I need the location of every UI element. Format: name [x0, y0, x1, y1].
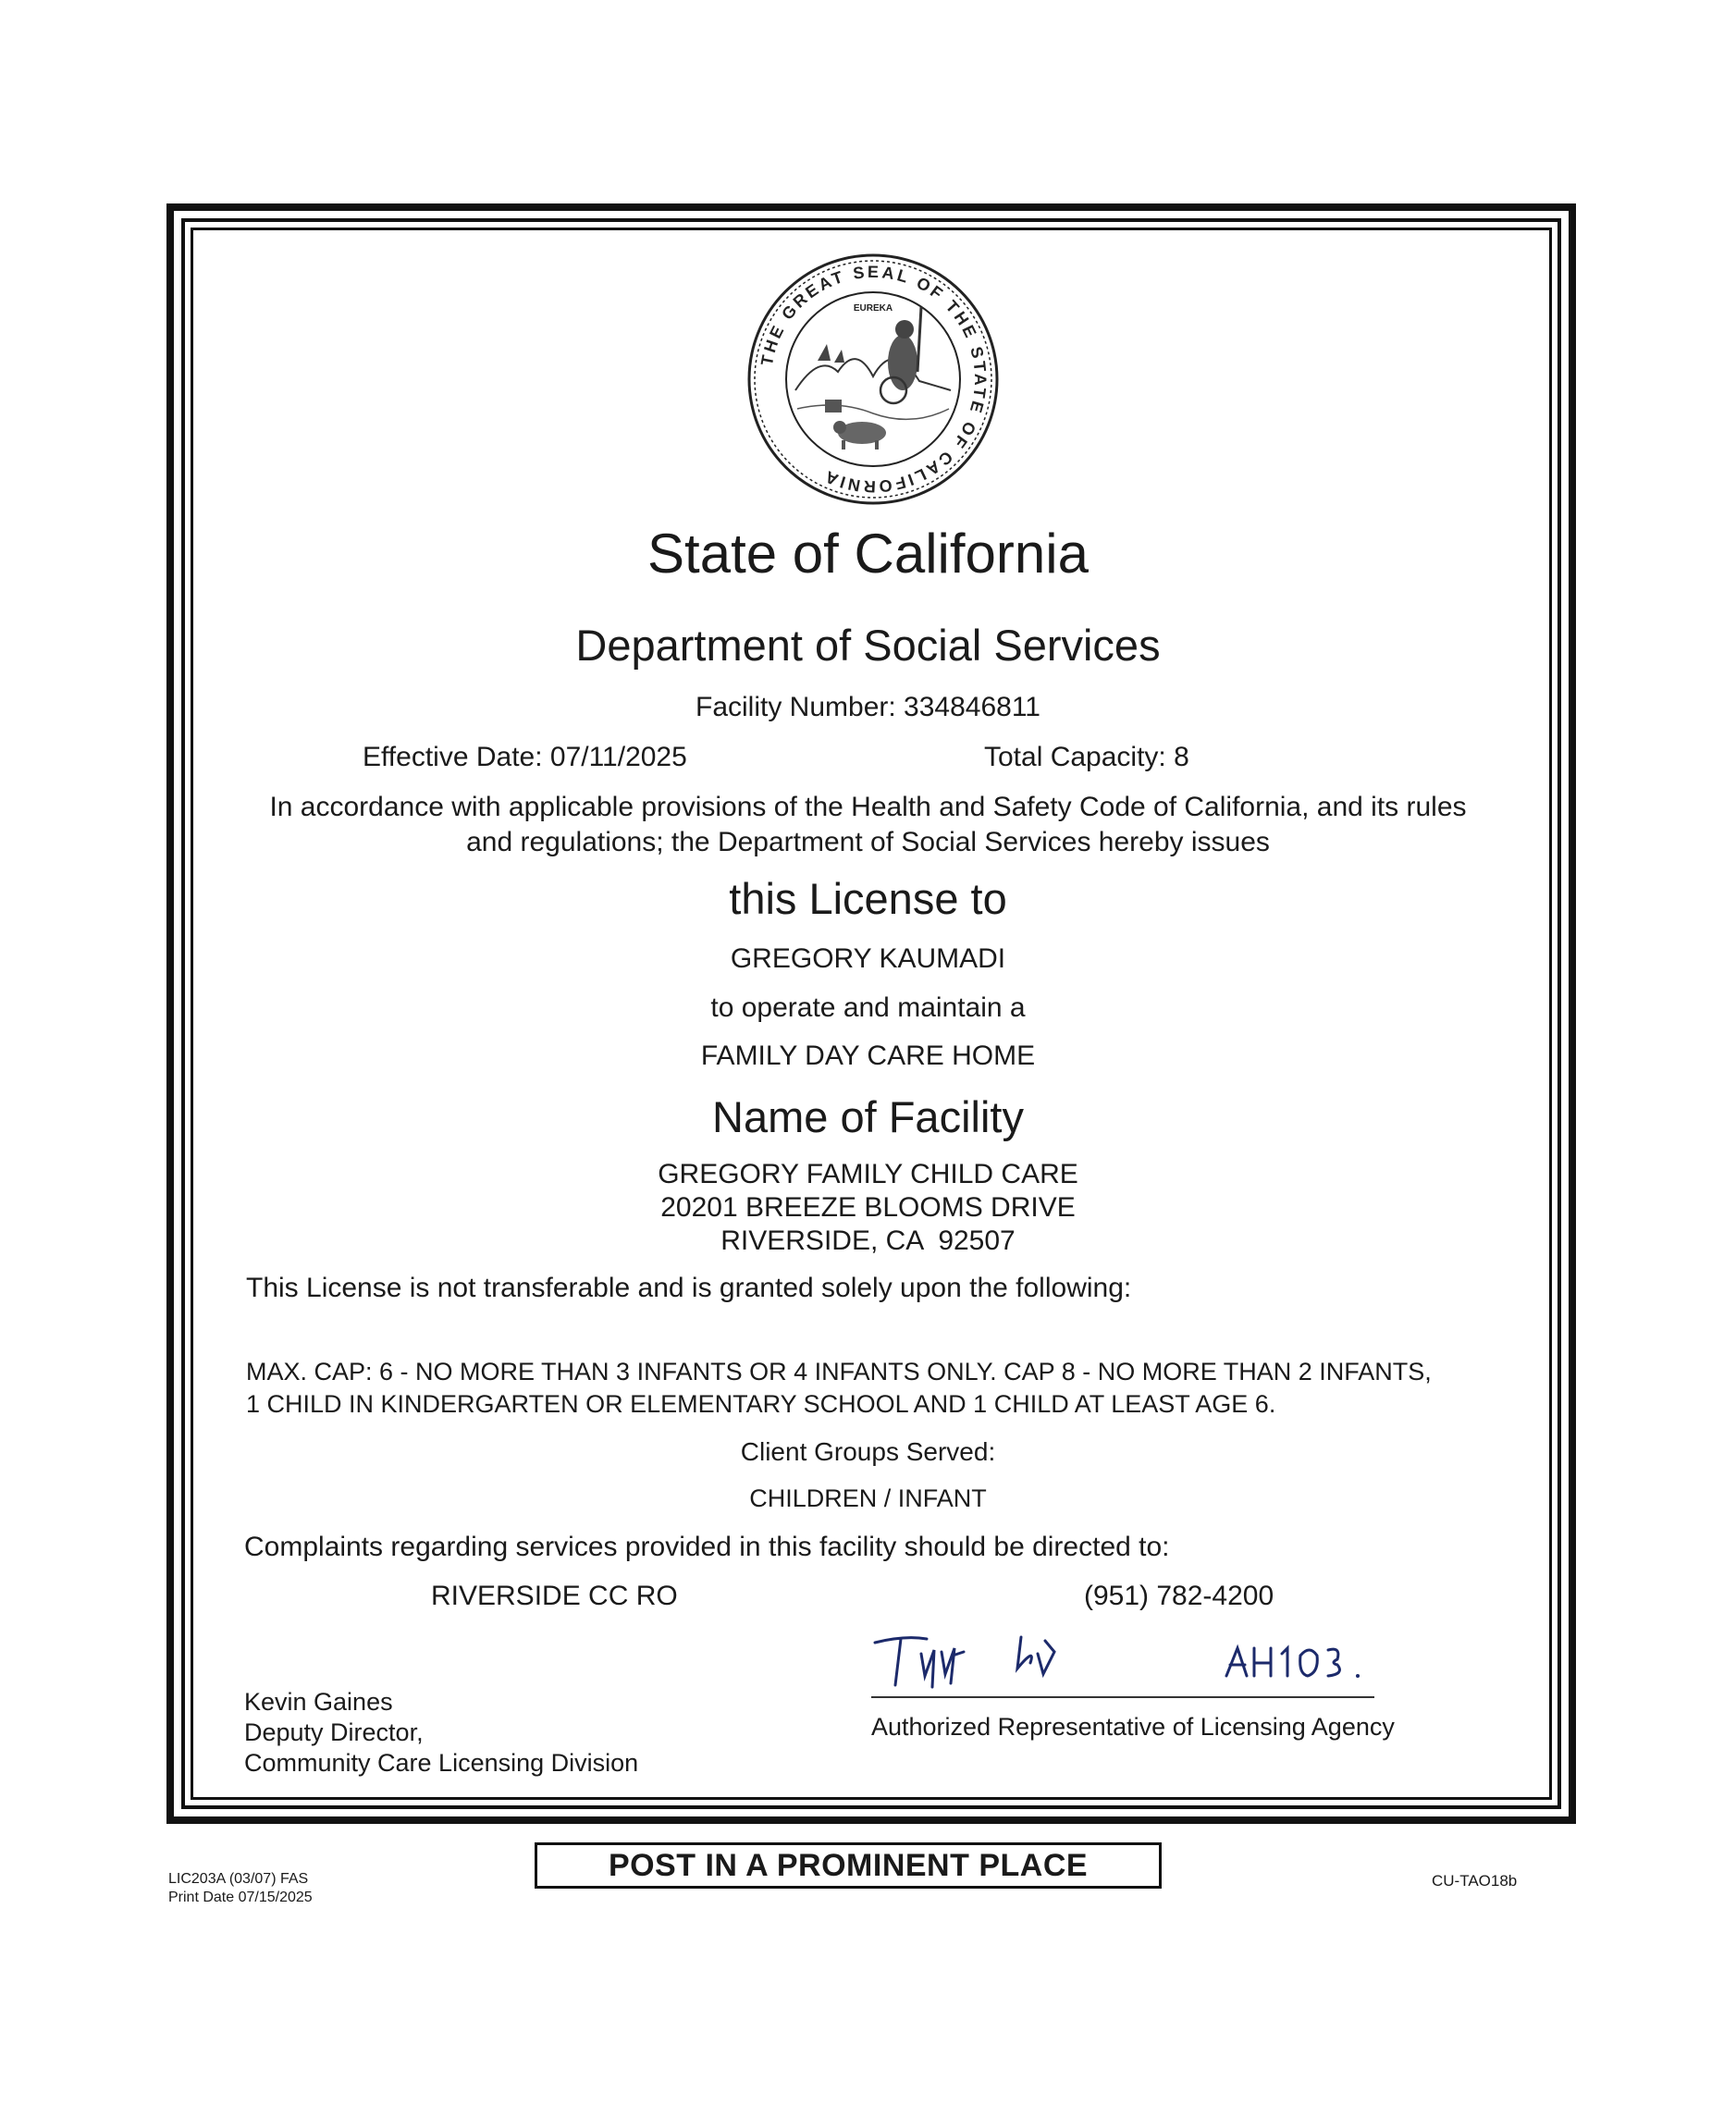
client-groups-value: CHILDREN / INFANT [749, 1484, 987, 1512]
director-division: Community Care Licensing Division [244, 1749, 639, 1777]
facility-address-street: 20201 BREEZE BLOOMS DRIVE [660, 1192, 1076, 1223]
complaints-phone: (951) 782-4200 [1084, 1581, 1274, 1611]
form-code: LIC203A (03/07) FAS [168, 1871, 309, 1887]
facility-address-city: RIVERSIDE, CA 92507 [720, 1225, 1016, 1256]
license-to-heading: this License to [729, 874, 1007, 923]
svg-text:THE GREAT SEAL OF THE STATE OF: THE GREAT SEAL OF THE STATE OF CALIFORNIA [757, 262, 991, 497]
effective-date: Effective Date: 07/11/2025 [363, 742, 687, 772]
client-groups-label: Client Groups Served: [740, 1437, 996, 1466]
licensee-name: GREGORY KAUMADI [730, 943, 1006, 974]
print-date: Print Date 07/15/2025 [168, 1890, 313, 1905]
deputy-director-block [244, 1687, 638, 1779]
not-transferable-statement: This License is not transferable and is granted solely upon the following: [246, 1273, 1132, 1303]
accordance-line-2: and regulations; the Department of Social Services hereby issues [466, 827, 1270, 857]
facility-name-heading: Name of Facility [712, 1092, 1024, 1141]
complaints-office: RIVERSIDE CC RO [431, 1581, 678, 1611]
conditions-line-2: 1 CHILD IN KINDERGARTEN OR ELEMENTARY SCHOOL AND 1 CHILD AT LEAST AGE 6. [246, 1390, 1276, 1418]
complaints-statement: Complaints regarding services provided in this facility should be directed to: [244, 1532, 1170, 1562]
license-conditions [246, 1356, 1522, 1421]
office-code: CU-TAO18b [1432, 1872, 1518, 1890]
operate-statement: to operate and maintain a [710, 992, 1026, 1023]
authorized-representative-label: Authorized Representative of Licensing Agency [871, 1713, 1395, 1741]
accordance-statement [0, 790, 1736, 860]
director-title: Deputy Director, [244, 1718, 424, 1746]
accordance-line-1: In accordance with applicable provisions of the Health and Safety Code of California, and its rules [269, 792, 1467, 822]
facility-name: GREGORY FAMILY CHILD CARE [658, 1159, 1078, 1189]
signature-line [871, 1696, 1374, 1698]
facility-type: FAMILY DAY CARE HOME [700, 1041, 1036, 1071]
california-state-seal [745, 252, 1001, 507]
director-name: Kevin Gaines [244, 1688, 393, 1716]
post-notice-box: POST IN A PROMINENT PLACE [535, 1842, 1162, 1889]
department-title: Department of Social Services [575, 621, 1161, 670]
total-capacity: Total Capacity: 8 [984, 742, 1189, 772]
svg-text:EUREKA: EUREKA [853, 303, 893, 314]
state-title: State of California [647, 523, 1089, 585]
facility-name-address [0, 1158, 1736, 1258]
facility-number: Facility Number: 334846811 [696, 692, 1040, 722]
conditions-line-1: MAX. CAP: 6 - NO MORE THAN 3 INFANTS OR 4 INFANTS ONLY. CAP 8 - NO MORE THAN 2 INFANTS, [246, 1358, 1432, 1385]
handwritten-signature [868, 1628, 1385, 1694]
form-code-block [168, 1870, 313, 1907]
